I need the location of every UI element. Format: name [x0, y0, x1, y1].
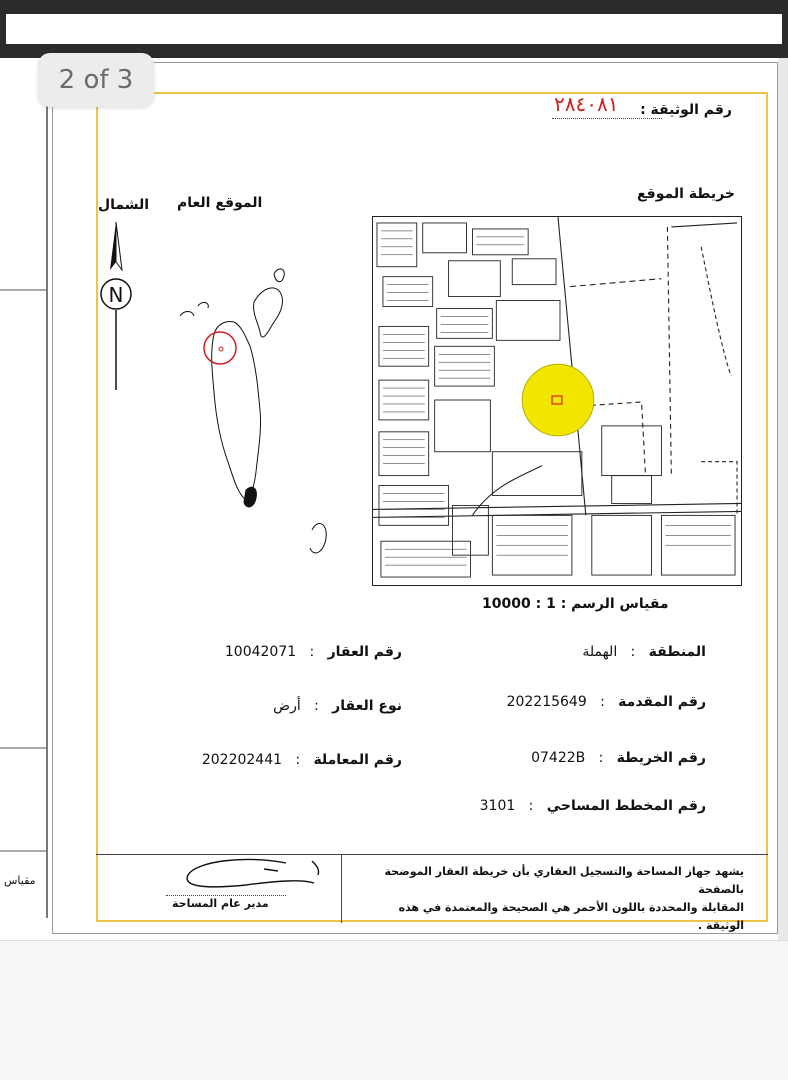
viewer-top-bar — [0, 0, 788, 58]
property-type-value: أرض — [273, 698, 301, 714]
survey-plan-field: رقم المخطط المساحي : 3101 — [479, 798, 706, 814]
transaction-no-field: رقم المعاملة : 202202441 — [201, 752, 402, 768]
adjacent-page-scale-label: مقياس — [4, 874, 36, 887]
transaction-no-label: رقم المعاملة — [313, 752, 402, 768]
north-title: الشمال — [98, 197, 150, 213]
adjacent-page-strip — [0, 58, 52, 918]
north-arrow-icon — [98, 222, 134, 392]
area-label: المنطقة — [648, 644, 706, 660]
map-no-field: رقم الخريطة : 07422B — [531, 750, 706, 766]
certification-footer — [96, 854, 768, 932]
site-map — [372, 216, 742, 586]
certification-line-2: المقابلة والمحددة باللون الأحمر هي الصحيحة والمعتمدة في هذه الوثيقة . — [398, 901, 744, 932]
application-no-label: رقم المقدمة — [618, 694, 706, 710]
transaction-no-value: 202202441 — [201, 752, 283, 768]
viewer-background — [0, 940, 788, 1080]
document-page — [52, 62, 780, 934]
doc-number-value: ٢٨٤٠٨١ — [554, 92, 619, 116]
map-no-label: رقم الخريطة — [616, 750, 706, 766]
page-counter: 2 of 3 — [38, 53, 154, 107]
previous-page-edge — [6, 14, 782, 44]
certification-line-1: يشهد جهاز المساحة والتسجيل العقاري بأن خريطة العقار الموضحة بالصفحة — [384, 865, 744, 896]
footer-divider — [341, 855, 342, 923]
general-location-title: الموقع العام — [177, 195, 263, 211]
doc-number-underline — [552, 118, 662, 119]
application-no-field: رقم المقدمة : 202215649 — [506, 694, 706, 710]
survey-plan-label: رقم المخطط المساحي — [546, 798, 706, 814]
property-type-field: نوع العقار : أرض — [273, 698, 402, 714]
certification-text — [364, 863, 744, 935]
property-no-label: رقم العقار — [327, 644, 402, 660]
director-label: مدير عام المساحة — [172, 897, 269, 910]
map-no-value: 07422B — [531, 750, 586, 766]
area-value: الهملة — [582, 644, 618, 660]
director-underline — [166, 895, 286, 896]
overview-map — [162, 262, 342, 562]
property-no-value: 10042071 — [224, 644, 297, 660]
scale-row — [482, 596, 669, 612]
north-letter: N — [108, 283, 124, 307]
site-map-title: خريطة الموقع — [636, 186, 735, 202]
scale-label: مقياس الرسم : — [560, 596, 669, 612]
doc-number-label: رقم الوثيقة : — [640, 102, 732, 118]
area-field: المنطقة : الهملة — [582, 644, 706, 660]
scale-value: 1 : 10000 — [482, 596, 556, 612]
application-no-value: 202215649 — [506, 694, 587, 710]
survey-plan-value: 3101 — [479, 798, 516, 814]
property-no-field: رقم العقار : 10042071 — [224, 644, 402, 660]
adjacent-page-lines — [0, 58, 52, 918]
property-type-label: نوع العقار — [332, 698, 402, 714]
